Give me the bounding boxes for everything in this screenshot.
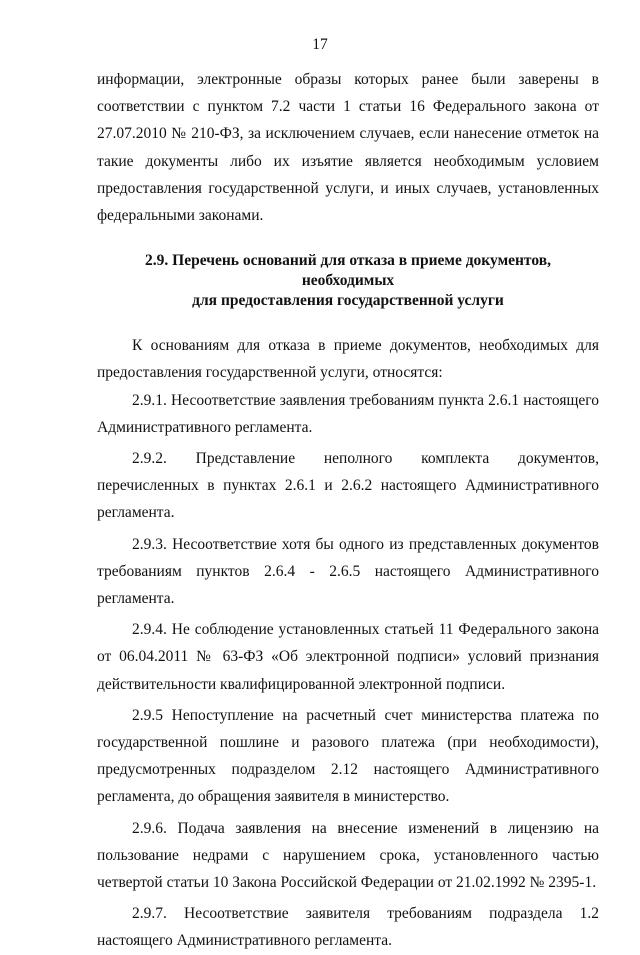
section-heading-line-2: для предоставления государственной услуги	[192, 292, 504, 310]
item-2-9-5: 2.9.5 Непоступление на расчетный счет министерства платежа по государственной пошлине и разового платежа (при необходимости), предусмотренных подразделом 2.12 настоящего Административного регламента, до обращения заявителя в министерство.	[97, 706, 599, 806]
document-body	[97, 66, 599, 955]
lead-paragraph: К основаниям для отказа в приеме документов, необходимых для предоставления государственной услуги, относятся:	[97, 337, 599, 382]
item-2-9-3: 2.9.3. Несоответствие хотя бы одного из представленных документов требованиям пунктов 2.6.4 - 2.6.5 настоящего Административного регламента.	[97, 535, 599, 608]
item-2-9-7: 2.9.7. Несоответствие заявителя требованиям подраздела 1.2 настоящего Административного регламента.	[97, 905, 599, 950]
intro-paragraph: информации, электронные образы которых ранее были заверены в соответствии с пунктом 7.2 части 1 статьи 16 Федерального закона от 27.07.2010 № 210-ФЗ, за исключением случаев, если нанесение отметок на такие документы либо их изъятие является необходимым условием предоставления государственной услуги, и иных случаев, установленных федеральными законами.	[97, 71, 599, 225]
section-heading-line-1: 2.9. Перечень оснований для отказа в приеме документов, необходимых	[145, 252, 551, 290]
section-heading	[97, 251, 599, 311]
item-2-9-2: 2.9.2. Представление неполного комплекта документов, перечисленных в пунктах 2.6.1 и 2.6.2 настоящего Административного регламента.	[97, 450, 599, 522]
item-2-9-1: 2.9.1. Несоответствие заявления требованиям пункта 2.6.1 настоящего Административного регламента.	[97, 391, 599, 436]
page-number: 17	[312, 36, 328, 53]
item-2-9-6: 2.9.6. Подача заявления на внесение изменений в лицензию на пользование недрами с нарушением срока, установленного частью четвертой статьи 10 Закона Российской Федерации от 21.02.1992 № 2395-1.	[97, 819, 599, 892]
item-2-9-4: 2.9.4. Не соблюдение установленных статьей 11 Федерального закона от 06.04.2011 № 63-ФЗ «Об электронной подписи» условий признания действительности квалифицированной электронной подписи.	[97, 621, 599, 693]
